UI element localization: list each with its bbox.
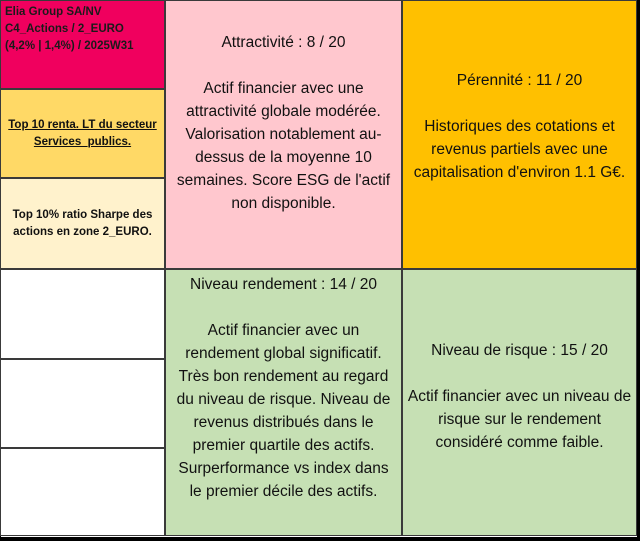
attractivite-text: Actif financier avec une attractivité globale modérée. Valorisation notablement au-dessus de la moyenne 10 semaines. Score ESG de l'actif non disponible. <box>176 80 391 212</box>
risque-title: Niveau de risque : 15 / 20 <box>431 342 608 359</box>
asset-category: C4_Actions / 2_EURO <box>5 23 124 35</box>
empty-cell-1 <box>0 269 165 359</box>
rendement-text: Actif financier avec un rendement global significatif. Très bon rendement au regard du niveau de risque. Niveau de revenus distribués dans le premier quartile des actifs. Surperformance vs index dans le premier décile des actifs. <box>176 322 391 500</box>
perennite-text: Historiques des cotations et revenus partiels avec une capitalisation d'environ 1.1 G€. <box>413 118 626 181</box>
sector-badge-text: Top 10 renta. LT du secteur Services_publics. <box>8 118 157 148</box>
risque-text: Actif financier avec un niveau de risque sur le rendement considéré comme faible. <box>407 388 632 451</box>
rendement-title: Niveau rendement : 14 / 20 <box>190 276 377 293</box>
asset-stats: (4,2% | 1,4%) / 2025W31 <box>5 40 134 52</box>
perennite-title: Pérennité : 11 / 20 <box>456 72 583 89</box>
risque-panel <box>402 269 637 536</box>
asset-header <box>0 0 165 89</box>
attractivite-panel <box>165 0 402 269</box>
sector-badge <box>0 89 165 178</box>
asset-name: Elia Group SA/NV <box>5 6 102 18</box>
rendement-panel <box>165 269 402 536</box>
sharpe-badge-text: Top 10% ratio Sharpe des actions en zone 2_EURO. <box>12 208 153 238</box>
perennite-panel <box>402 0 637 269</box>
empty-cell-2 <box>0 359 165 448</box>
sharpe-badge <box>0 178 165 269</box>
empty-cell-3 <box>0 448 165 536</box>
attractivite-title: Attractivité : 8 / 20 <box>221 34 346 51</box>
